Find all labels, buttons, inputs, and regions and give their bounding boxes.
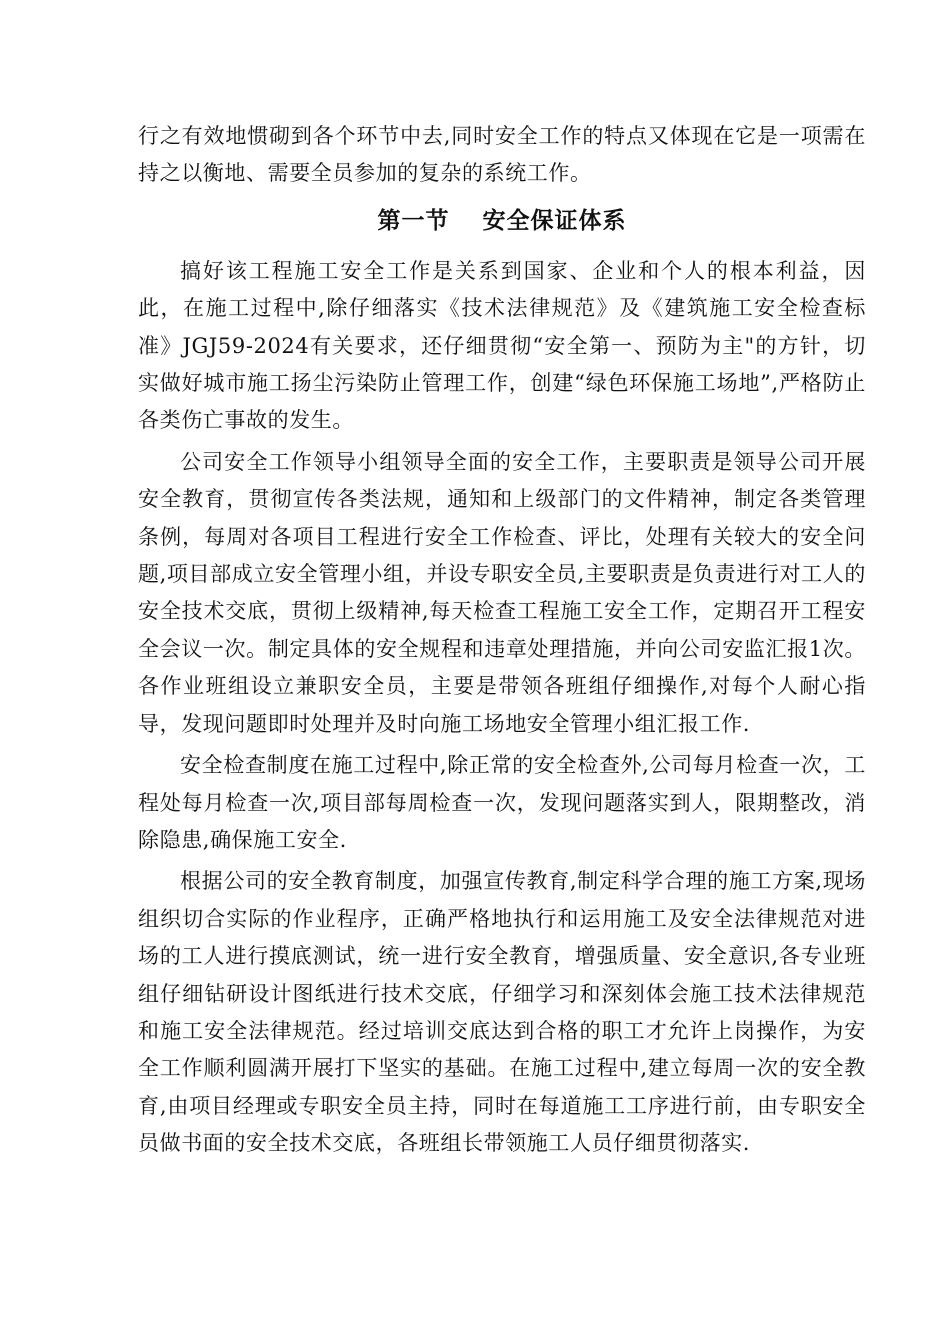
document-body — [138, 118, 866, 1163]
paragraph-inspection-system: 安全检查制度在施工过程中,除正常的安全检查外,公司每月检查一次，工程处每月检查一次,项目部每周检查一次，发现问题落实到人，限期整改，消除隐患,确保施工安全. — [138, 753, 866, 852]
paragraph-education-system: 根据公司的安全教育制度，加强宣传教育,制定科学合理的施工方案,现场组织切合实际的作业程序，正确严格地执行和运用施工及安全法律规范对进场的工人进行摸底测试，统一进行安全教育，增强质量、安全意识,各专业班组仔细钻研设计图纸进行技术交底，仔细学习和深刻体会施工技术法律规范和施工安全法律规范。经过培训交底达到合格的职工才允许上岗操作，为安全工作顺利圆满开展打下坚实的基础。在施工过程中,建立每周一次的安全教育,由项目经理或专职安全员主持，同时在每道施工工序进行前，由专职安全员做书面的安全技术交底，各班组长带领施工人员仔细贯彻落实. — [138, 869, 866, 1156]
section-heading: 第一节 安全保证体系 — [377, 207, 627, 234]
continued-paragraph: 行之有效地惯砌到各个环节中去,同时安全工作的特点又体现在它是一项需在持之以衡地、需要全员参加的复杂的系统工作。 — [138, 124, 866, 186]
paragraph-leadership-group: 公司安全工作领导小组领导全面的安全工作，主要职责是领导公司开展安全教育，贯彻宣传各类法规，通知和上级部门的文件精神，制定各类管理条例，每周对各项目工程进行安全工作检查、评比，处理有关较大的安全问题,项目部成立安全管理小组，并设专职安全员,主要职责是负责进行对工人的安全技术交底，贯彻上级精神,每天检查工程施工安全工作，定期召开工程安全会议一次。制定具体的安全规程和违章处理措施，并向公司安监汇报1次。各作业班组设立兼职安全员，主要是带领各班组仔细操作,对每个人耐心指导，发现问题即时处理并及时向施工场地安全管理小组汇报工作. — [138, 449, 866, 736]
paragraph-safety-importance: 搞好该工程施工安全工作是关系到国家、企业和个人的根本利益，因此，在施工过程中,除仔细落实《技术法律规范》及《建筑施工安全检查标准》JGJ59-2024有关要求，还仔细贯彻“安全第一、预防为主"的方针，切实做好城市施工扬尘污染防止管理工作，创建“绿色环保施工场地”,严格防止各类伤亡事故的发生。 — [138, 258, 866, 433]
